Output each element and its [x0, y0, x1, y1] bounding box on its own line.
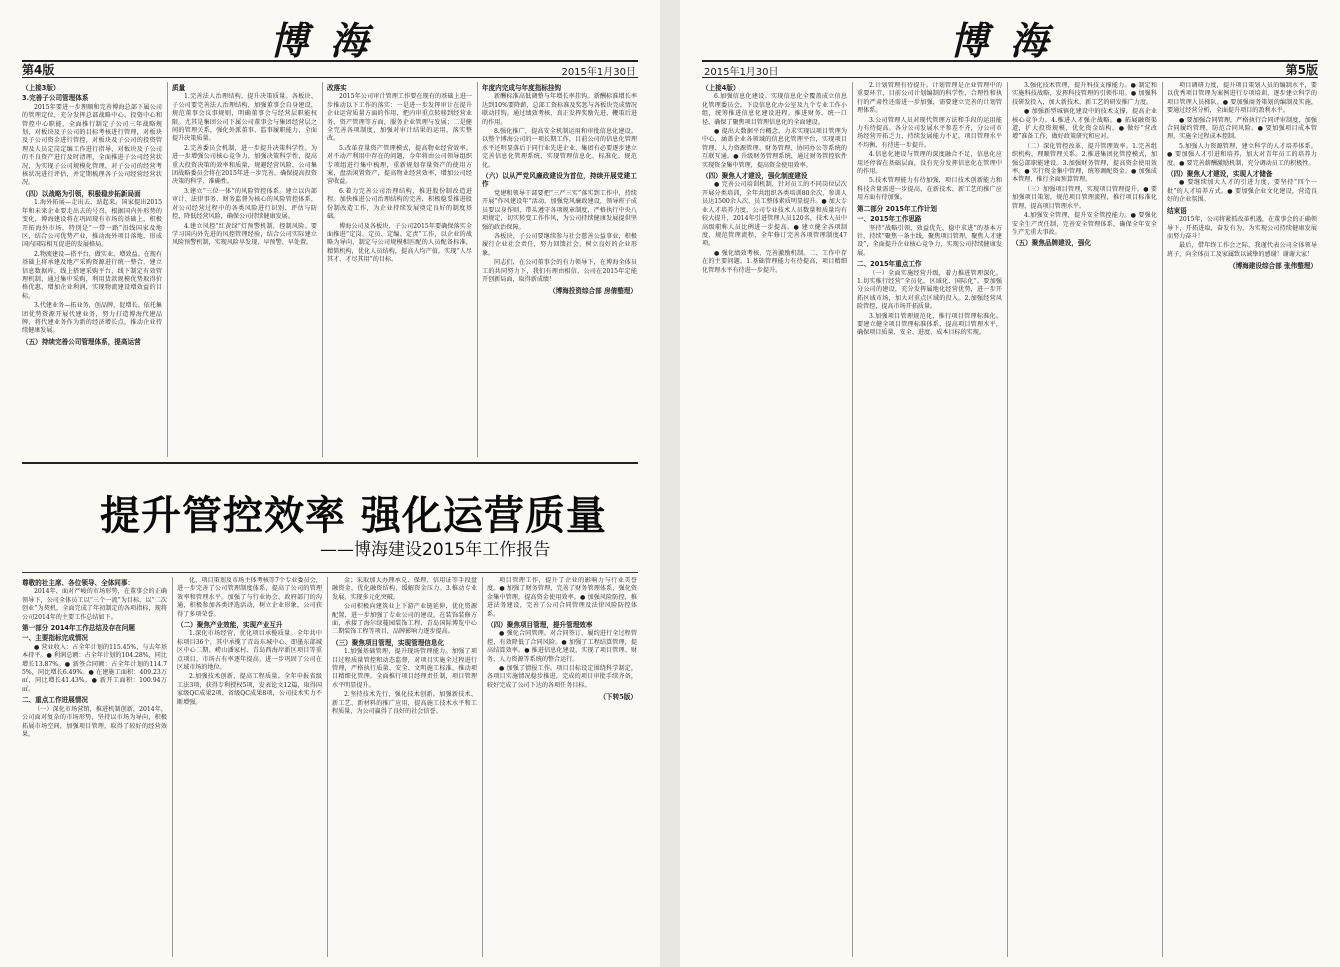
section-heading: 一、2015年工作思路 — [857, 215, 922, 224]
paragraph: （三）加强项目管理，实现项目管理提升。● 要加强项目策划，规范项目管理流程，推行项目标准化管理，提高项目管理水平。 — [1012, 185, 1157, 210]
column-divider — [327, 577, 328, 957]
paragraph: （二）深化管控改革，提升管理效率。1.完善组织机构，理顺管理关系。2.推进集团化管控模式，加强总部职能建设。3.加强财务管理，提高资金使用效率。● 实行资金集中管理，统筹调配资金。● 加强成本管理，推行全面预算管理。 — [1012, 142, 1157, 184]
editor-credit: （博海投资综合部 房倩整理） — [548, 287, 637, 296]
paragraph: 8.强化推广，提高安全机制运用和审批信息化建设。以整个博海公司的一项长期工作，目前公司的信息化管理水平还明显落后于同行业先进企业，集团有必要逐步建立完善信息化管理系统，实现管理信息化、标准化、规范化。 — [482, 128, 637, 169]
paragraph: 坚持“战略引领、效益优先、稳中求进”的基本方针，持续“聚焦一条主线，聚焦项目管理，聚焦人才建设”，全面提升企业核心竞争力，实现公司持续健康发展。 — [857, 224, 1002, 257]
paragraph: 1.海外拓展—走出去、站起来。国家提出2015年和未来企业要走出去的号召，根据国内外形势的变化，博海建设将在巩固现有市场的基础上，积极开拓海外市场，特别是“一带一路”沿线国家及地区，结合公司优势产业，推动海外项目落地，形成国内国际相互促进的发展格局。 — [22, 199, 162, 249]
section-heading: 第二部分 2015年工作计划 — [857, 204, 937, 213]
report-column-4 — [487, 577, 637, 957]
paragraph: 2.物流建设—搭平台，做实业，增效益。在现有基础上将承建及地产采购资源进行统一整合，建立信息数据库，线上搭建采购平台，线下制定有效管理机制，通过集中采购，利用货款规模优势取得价格优惠，增加企业利润，实现物流建设增效益的目标。 — [22, 250, 162, 300]
article-column-1 — [702, 82, 847, 957]
paragraph: ● 强化绩效考核，完善激励机制。二、工作中存在的主要问题。1.基础管理能力有待提高，项目精细化管理水平有待进一步提升。 — [702, 249, 847, 274]
column-divider — [852, 82, 853, 957]
article-column-2 — [857, 82, 1002, 957]
paragraph: 2.完善委员会机制，进一步提升决策科学性。为进一步增强公司核心竞争力，加强决策科学性，提高重大投资决策的效率和质量，规避经营风险，公司集团战略委员会将在2015年进一步完善、确保提高投资决策的科学、准确性。 — [172, 144, 317, 186]
section-heading: （四）以战略为引领，积极稳步拓新局面 — [22, 189, 141, 198]
section-heading: 二、重点工作进展情况 — [22, 696, 88, 705]
masthead — [0, 8, 660, 63]
paragraph: 6.着力完善公司治理结构，推进股份制改造进程。加快推进公司治理结构的完善，积极稳妥推进股份制改造工作，为企业持续发展奠定良好的制度基础。 — [327, 187, 472, 221]
section-heading: 第一部分 2014年工作总结及存在问题 — [22, 624, 135, 633]
column-divider — [172, 577, 173, 957]
editor-credit: （博海建设综合部 张伟整理） — [1228, 262, 1317, 271]
article-column-4 — [1167, 82, 1317, 957]
column-divider — [477, 82, 478, 457]
paragraph: 2014年，面对严峻的市场形势，在董事会的正确领导下，公司全体员工以“三个一流”为目标，以“二次创业”为契机，全面完成了年初制定的各项指标，现将公司2014年的主要工作总结如下。 — [22, 588, 167, 621]
column-divider — [482, 577, 483, 957]
continued-from: （上接3版） — [22, 84, 60, 92]
section-heading: （四）聚焦人才建设，实现人才储备 — [1167, 170, 1273, 179]
paragraph: 3.加强项目管理规范化，推行项目管理标准化。要建立健全项目管理标准体系，提高项目管理水平，确保项目质量、安全、进度、成本目标的实现。 — [857, 312, 1002, 337]
continued-from: （上接4版） — [702, 84, 740, 92]
headline-rule — [22, 572, 638, 573]
section-heading: （六）以从严党风廉政建设为首位，持续开展党建工作 — [482, 172, 637, 189]
masthead-logo: 博海 — [949, 18, 1070, 63]
paragraph: 3.代建业务—拓业务，创品牌，促增长。依托集团优势资源开展代建业务，努力打造博海代建品牌，将代建业务作为新的经济增长点，推动企业持续健康发展。 — [22, 302, 162, 335]
paragraph: 5.技术管理能力有待加强，项目技术创新能力和科技含量需进一步提高，在新技术、新工艺的推广应用方面有待加强。 — [857, 177, 1002, 202]
paragraph: （一）全面实施经营升级，着力推进管理深化。1.切实推行经营“全员化、区域化、国际化”。要加强分公司的建设，充分发挥属地化经营优势，进一步开拓区域市场，加大对重点区域的投入。2.加强经营风险管控，提高市场开拓质量。 — [857, 269, 1002, 311]
section-heading: 年度内完成与年度指标挂钩 — [482, 84, 562, 92]
masthead-rule — [22, 60, 638, 62]
paragraph: 最后，借年终工作会之际，我谨代表公司全体领导班子，向全体员工及家属致以诚挚的感谢！谢谢大家！ — [1167, 242, 1317, 258]
paragraph: 同志们，在公司董事会的有力领导下，在博海全体员工的共同努力下，我们有理由相信，公司在2015年定能开创新局面，取得新成绩！ — [482, 259, 637, 283]
paragraph: 4.信息化建设与管理的深度融合不足，信息化应用还停留在基础层面，没有充分发挥信息化在管理中的作用。 — [857, 151, 1002, 176]
paragraph: 6.加强信息化建设。实现信息化全覆盖成立信息化管理委员会，下设信息化办公室及九个专业工作小组，统筹推进信息化建设进程，推进财务、统一口径、确保了聚焦项目管理信息化的全面建设。 — [702, 93, 847, 126]
paragraph: 1.加强基础管理，提升现场管理能力。加强了项目过程质量管控和动态监督，对项目实施全过程进行管理，严格执行质量、安全、文明施工标准，推动项目精细化管理。全面推行项目经理责任制，项目管理水平明显提升。 — [332, 648, 477, 689]
newspaper-page-5 — [680, 0, 1340, 967]
paragraph: 2.加强技术创新，提高工程质量。全年申报省级工法3项，获得专利授权5项，发表论文12篇，取得国家级QC成果2项、省级QC成果8项，公司技术实力不断增强。 — [177, 673, 322, 706]
paragraph: 博海公司及各板块、子公司2015年要确保落实全面推进“定岗、定员、定编、定责”工作，以企业的战略为导向，制定与公司规模相匹配的人员配备标准，精简机构，优化人员结构，提高人均产值，实现“人尽其才、才尽其用”的目标。 — [327, 222, 472, 264]
paragraph: 2015年公司审计管理工作要在现有的基础上进一步推动以下工作的落实：一是进一步发挥审计在提升企业运营质量方面的作用，把内审重点转移到经营业务、资产管理等方面，服务企业管理与发展；二是健全完善各项制度，加强对审计结果的运用，落实整改。 — [327, 93, 472, 143]
paragraph: 5.改革存量资产管理模式，提高物业经营效率。对不动产利用中存在的问题，今年将由公司领导组织专项组进行集中梳理，重新规划存量资产的使用方案，盘活闲置资产，提高物业经营效率，增加公司经营收益。 — [327, 144, 472, 186]
paragraph: 金；采取加大办理承兑、保理、信用证等手段盘融资金，优化融资结构，缓解资金压力。3.推动专业发展，实现多元化突破。 — [332, 577, 477, 601]
section-heading: （四）聚焦项目管理，提升管理效率 — [487, 621, 593, 630]
paragraph: 1.深化市场经营，优化项目承揽质量。全年共中标项目36个，其中承揽了青岛东城中心、即墨东部城区中心二期、崂山潘家村、青岛西海岸新区项目等重点项目，市场占有率逐年提高，进一步巩固了公司在区域市场的地位。 — [177, 630, 322, 672]
paragraph: 2.坚持技术先行，强化技术创新。加强新技术、新工艺、新材料的推广应用，提高施工技术水平和工程质量，为公司赢得了良好的社会信誉。 — [332, 691, 477, 716]
paragraph: ● 完善公司培训机制，针对员工的不同岗位层次开展分类培训，全年共组织各类培训80余次，参训人员达1500余人次，员工整体素质明显提升。● 加大专业人才培养力度，公司专业技术人员数量和质量均有较大提升，2014年引进管理人员120名，技术人员中高级职称人员比例进一步提高。● 建立健全各项制度，规范管理流程，全年修订完善各项管理制度47项。 — [702, 181, 847, 248]
sub-headline: ——博海建设2015年工作报告 — [320, 540, 551, 560]
article-column-3 — [327, 82, 472, 457]
paragraph: 4.加强安全管理，提升安全管控能力。● 要强化安全生产责任制，完善安全管理体系，确保全年安全生产无重大事故。 — [1012, 212, 1157, 236]
paragraph: 3.公司管理人员对现代管理方法和手段的运用能力有待提高。各分公司发展水平参差不齐，分公司市场经营开拓乏力，持续发展能力不足，项目管理水平不均衡，有待进一步提升。 — [857, 116, 1002, 149]
paragraph: ● 加强新型城镇化建设中的技术支撑，提高企业核心竞争力。4.推进人才强企战略。● 拓展融资渠道，扩大投资规模，优化资金结构。● 做好“营改增”准备工作，做好政策研究和应对。 — [1012, 108, 1157, 141]
paragraph: ● 营业收入：占全年计划的115.45%，与去年基本持平。● 利润总额：占全年计划的104.28%，同比增长13.87%。● 新签合同额：占全年计划的114.75%，同比增长6.49%。● 在建施工面积：409.23万㎡，同比增长41.43%。● 新开工面积：100.94万㎡。 — [22, 643, 167, 693]
section-heading: 改落实 — [327, 84, 347, 92]
paragraph: 3.强化技术管理，提升科技支撑能力。● 制定和实施科技战略，发挥科技管理的引领作用。● 加强科技研发投入，加大新技术、新工艺的研发推广力度。 — [1012, 82, 1157, 106]
header-rule — [702, 77, 1318, 78]
article-column-4 — [482, 82, 637, 457]
header-rule — [22, 77, 638, 78]
column-divider — [322, 82, 323, 457]
section-rule — [22, 462, 638, 464]
paragraph: ● 要加强合同管理，严格执行合同评审制度，加强合同履约管理，防范合同风险。● 要加强项目成本管理，实施全过程成本控制。 — [1167, 116, 1317, 141]
newspaper-page-4 — [0, 0, 660, 967]
report-column-2 — [177, 577, 322, 957]
masthead-rule — [702, 60, 1318, 62]
issue-date: 2015年1月30日 — [704, 67, 779, 78]
paragraph: 项目管理工作，提升了企业的影响力与行业美誉度。● 加强了财务管理，完善了财务管理体系，强化资金集中管理，提高资金使用效率。● 加强风险防控，推进法务建设，完善了公司合同管理及法律风险防控体系。 — [487, 577, 637, 618]
paragraph: 1.完善法人治理结构，提升决策质量。各板块、子公司要完善法人治理结构，加强董事会自身建设，规范董事会议事规则，明确董事会与经营层职能权限。尤其是集团公司下属公司董事会与集团经营层之间的管理关系，强化外派董事、监事履职能力，全面提升决策质量。 — [172, 93, 317, 143]
paragraph: 党建和领导干部要把“三严三实”落实到工作中，持续开展“作风建设年”活动，加强党风廉政建设，领导班子成员要以身作则，带头遵守各项规章制度，严格执行中央八项规定，切实转变工作作风，为公司持续健康发展提供坚强的政治保障。 — [482, 189, 637, 231]
paragraph: 化、项目策划及市场主体考核等7个专业委员会，进一步完善了公司管理制度体系，提高了公司的管理效率和管理水平。加强了与行业协会、政府部门的沟通，积极参加各类评选活动，树立企业形象，公司获得了多项荣誉。 — [177, 577, 322, 618]
continued-notice: （下转5版） — [599, 693, 637, 702]
paragraph: 5.加强人力资源管理，建立科学的人才培养体系。● 要加强人才引进和培养，加大对青年员工的培养力度。● 要完善薪酬激励机制，充分调动员工的积极性。 — [1167, 142, 1317, 167]
page-number: 第5版 — [1285, 63, 1318, 77]
paragraph: ● 要继续加大人才的引进力度，要坚持“四个一批”的人才培养方式。● 要加强企业文化建设，营造良好的企业氛围。 — [1167, 179, 1317, 204]
paragraph: 2.计划管理有待提升。计划管理是企业管理中的重要环节，目前公司计划编制的科学性、合理性和执行的严肃性还需进一步加强，需要建立完善的计划管理体系。 — [857, 82, 1002, 115]
paragraph: 项目调研力度，提升项目策划人员的编制水平，要以优秀项目管理为案例进行专项培训，逐步建立科学的项目管理人员梯队。● 要加强商务策划的编制及实施，要通过经营分析，全面提升项目的盈利水平。 — [1167, 82, 1317, 115]
paragraph: 2015年要进一步理顺和完善博海总部下属公司的管理定位，充分发挥总部战略中心、投资中心和管控中心职能，全面推行制定子公司三年战略规划，对板块及子公司的目标考核进行管理，对板块及子公司资金进行管控，对板块及子公司的投资管理及人员定岗定编工作进行指导，对板块及子公司的不良资产进行及时清理，全面推进子公司经营状况，为实现子公司规模化管理，对子公司的经营考核状况进行评估，并定期梳理各子公司经营经营状况。 — [22, 103, 162, 187]
column-divider — [1162, 82, 1163, 957]
paragraph: 2015年，公司将紧抓改革机遇，在董事会的正确领导下，开拓进取，奋发有为，为实现公司持续健康发展而努力奋斗！ — [1167, 216, 1317, 240]
section-heading: 一、主要指标完成情况 — [22, 634, 88, 643]
main-headline: 提升管控效率 强化运营质量 — [100, 493, 607, 539]
section-heading: （四）聚焦人才建设，强化制度建设 — [702, 172, 808, 181]
column-divider — [1007, 82, 1008, 957]
section-heading: 3.完善子公司管理体系 — [22, 94, 89, 103]
paragraph: 4.建立风控“红黄绿”灯预警机制，控制风险。要学习国内外先进的风控管理经验，结合公司实际建立风险预警机制，实现风险早发现、早预警、早处置。 — [172, 222, 317, 247]
masthead — [680, 8, 1340, 63]
article-column-2 — [172, 82, 317, 457]
paragraph: （一）深化市场营销，推进机制创新。2014年，公司面对复杂的市场形势，坚持以市场为导向，积极拓展市场空间，加强项目管理，取得了较好的经营效果。 — [22, 705, 167, 738]
report-column-3 — [332, 577, 477, 957]
article-column-3 — [1012, 82, 1157, 957]
salutation: 尊敬的社主席、各位领导、全体同事： — [22, 579, 135, 587]
section-heading: （五）持续完善公司管理体系，提高运营 — [22, 337, 141, 346]
paragraph: 3.建立“三位一体”的风险管控体系。建立以内部审计、法律事务、财务监督为核心的风险管控体系，对公司经营过程中的各类风险进行识别、评估与防控，降低经营风险，确保公司持续健康发展。 — [172, 187, 317, 221]
paragraph: ● 加强了情报工作。项目目标设定围绕科学制定，各项目实施情况稳步推进，完成的项目审批手续齐备，较好完成了公司下达的各项任务目标。 — [487, 665, 637, 689]
section-heading: （二）聚焦产业效能，实现产业互升 — [177, 621, 283, 630]
report-column-1 — [22, 577, 167, 957]
issue-date: 2015年1月30日 — [561, 67, 636, 78]
article-column-1 — [22, 82, 162, 457]
paragraph: 各板块、子公司要继续参与社会慈善公益事业，积极履行企业社会责任，努力回馈社会，树立良好的企业形象。 — [482, 232, 637, 257]
section-heading: （五）聚焦品牌建设，强化 — [1012, 239, 1092, 248]
page-number: 第4版 — [22, 63, 55, 77]
paragraph: 新酬标准高低调整与年增长率挂钩。新酬标准增长率达到10%要降薪，总部工资标准及奖惩与各板块完成情况联动挂钩。通过绩效考核，真正发挥奖励先进、鞭策后进的作用。 — [482, 93, 637, 126]
paragraph: ● 提出大数据平台概念，力求实现以项目管理为中心，涵盖企业各领域的信息化管理平台，实现项目管理、人力资源管理、财务管理、协同办公等系统的互联互通。● 升级财务管理系统，通过财务管控软件实现资金集中管理，提高资金使用效率。 — [702, 128, 847, 169]
masthead-logo: 博海 — [269, 18, 390, 63]
section-heading: 二、2015年重点工作 — [857, 260, 922, 269]
section-heading: （三）聚焦项目管理，实现管理信息化 — [332, 638, 445, 647]
paragraph: 公司积极向建筑业上下游产业链延伸，优化资源配置，进一步加强了专业公司的建设。在装饰装修方面，承接了海尔绿蔓园装饰工程、青岛国际博览中心二期装饰工程等项目，品牌影响力逐步提高。 — [332, 603, 477, 636]
section-heading: 质量 — [172, 84, 186, 92]
page-gutter — [660, 0, 680, 967]
column-divider — [167, 82, 168, 457]
paragraph: ● 强化合同管理。对合同签订、履约进行全过程管控，有效降低了合同风险。● 加强了工程结算管理，提高结算效率。● 推进信息化建设，实现了项目管理、财务、人力资源等系统的整合运行。 — [487, 630, 637, 663]
section-heading: 结束语 — [1167, 206, 1187, 215]
